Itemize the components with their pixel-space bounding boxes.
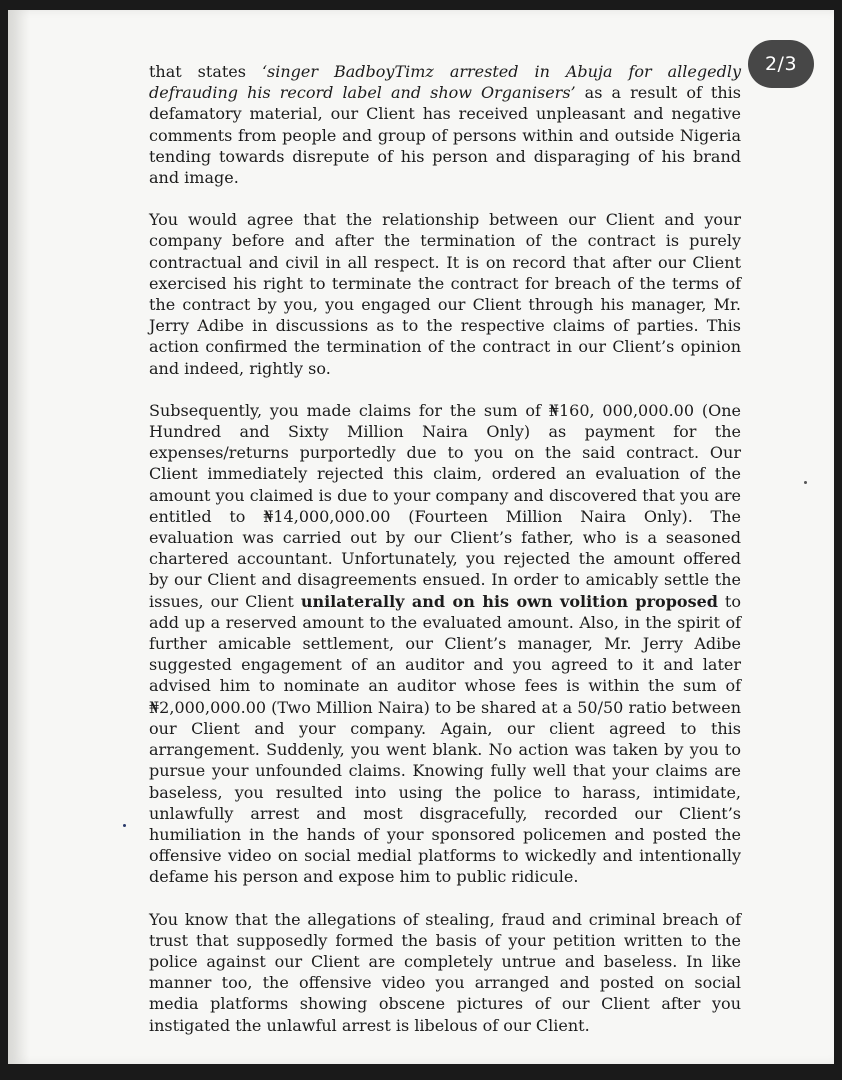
ink-speck — [804, 481, 807, 484]
paragraph-2: You would agree that the relationship between our Client and your company before and after the termination of the contract is purely contractual and civil in all respect. It is on record that after our Client exercised his right to terminate the contract for breach of the terms of the contract by you, you engaged our Client through his manager, Mr. Jerry Adibe in discussions as to the respective claims of parties. This action confirmed the termination of the contract in our Client’s opinion and indeed, rightly so. — [149, 210, 741, 378]
paragraph-3-end: to add up a reserved amount to the evaluated amount. Also, in the spirit of further amicable settlement, our Client’s manager, Mr. Jerry Adibe suggested engagement of an auditor and you agreed to it and later advised him to nominate an auditor whose fees is within the sum of ₦2,000,000.00 (Two Million Naira) to be shared at a 50/50 ratio between our Client and your company. Again, our client agreed to this arrangement. Suddenly, you went blank. No action was taken by you to pursue your unfounded claims. Knowing fully well that your claims are baseless, you resulted into using the police to harass, intimidate, unlawfully arrest and most disgracefully, recorded our Client’s humiliation in the hands of your sponsored policemen and posted the offensive video on social medial platforms to wickedly and intentionally defame his person and expose him to public ridicule. — [149, 591, 741, 887]
quoted-headline: ‘singer BadboyTimz arrested in Abuja for allegedly defrauding his record label and show Organisers’ — [149, 62, 741, 103]
paragraph-1-rest: as a result of this defamatory material, our Client has received unpleasant and negative comments from people and group of persons within and outside Nigeria tending towards disrepute of his person and disparaging of his brand and image. — [149, 83, 741, 188]
paragraph-1-lead: that states — [149, 62, 262, 81]
letter-body — [149, 61, 741, 1057]
paragraph-1 — [149, 61, 741, 188]
page-shadow — [8, 10, 30, 1064]
ink-speck — [123, 824, 126, 827]
paragraph-3-start: Subsequently, you made claims for the sum of ₦160, 000,000.00 (One Hundred and Sixty Million Naira Only) as payment for the expenses/returns purportedly due to you on the said contract. Our Client immediately rejected this claim, ordered an evaluation of the amount you claimed is due to your company and discovered that you are entitled to ₦14,000,000.00 (Fourteen Million Naira Only). The evaluation was carried out by our Client’s father, who is a seasoned chartered accountant. Unfortunately, you rejected the amount offered by our Client and disagreements ensued. In order to amicably settle the issues, our Client — [149, 400, 741, 611]
page-indicator-badge: 2/3 — [748, 40, 814, 88]
emphasized-phrase: unilaterally and on his own volition proposed — [300, 591, 718, 611]
paragraph-3 — [149, 400, 741, 888]
paragraph-4: You know that the allegations of stealing, fraud and criminal breach of trust that supposedly formed the basis of your petition written to the police against our Client are completely untrue and baseless. In like manner too, the offensive video you arranged and posted on social media platforms showing obscene pictures of our Client after you instigated the unlawful arrest is libelous of our Client. — [149, 909, 741, 1035]
